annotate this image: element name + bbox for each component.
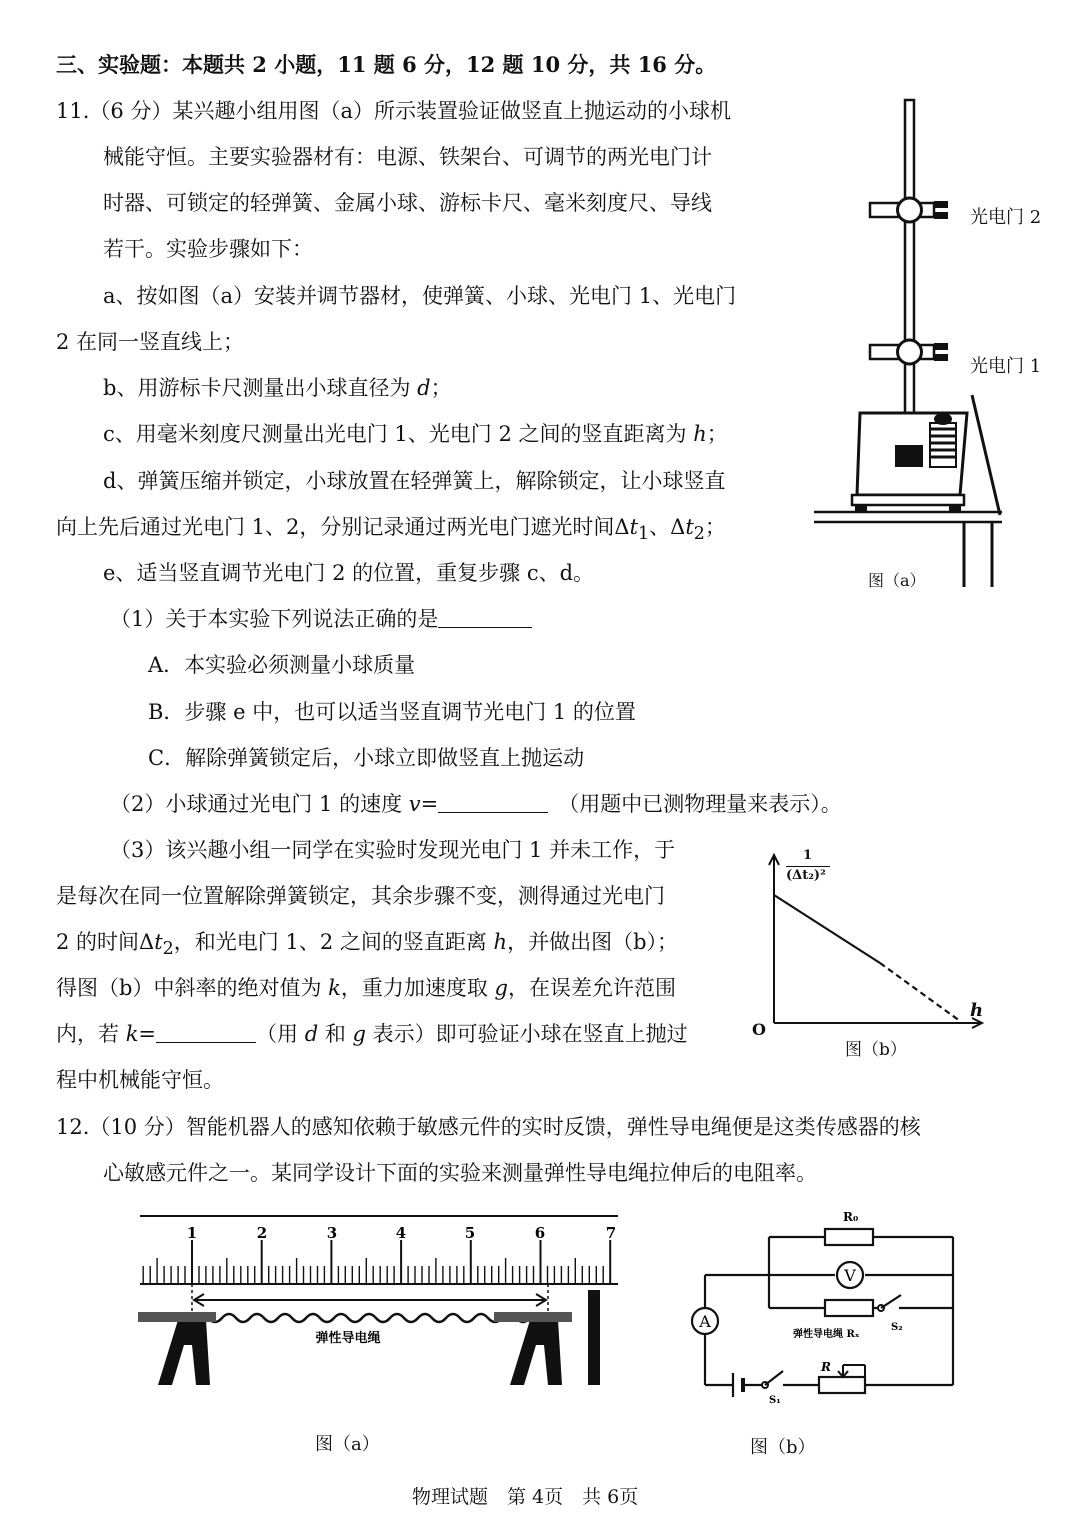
q11-step-c: c、用毫米刻度尺测量出光电门 1、光电门 2 之间的竖直距离为 h；: [103, 422, 728, 446]
q11-step-b: b、用游标卡尺测量出小球直径为 d；: [103, 376, 452, 400]
q12-figure-a-ruler: [138, 1210, 628, 1395]
q12-line-1: 12.（10 分）智能机器人的感知依赖于敏感元件的实时反馈，弹性导电绳便是这类传感器的核: [56, 1115, 921, 1139]
q12-figure-a-caption: 图（a）: [315, 1434, 380, 1455]
q11-part3-line-1: （3）该兴趣小组一同学在实验时发现光电门 1 并未工作，于: [110, 838, 676, 862]
ruler-number: 2: [256, 1224, 268, 1242]
s1-label: S₁: [769, 1395, 781, 1406]
switch-s2: [881, 1295, 901, 1308]
q11-part3-line-3: 2 的时间$\Delta t_2$，和光电门 1、2 之间的竖直距离 h，并做出图（b）；: [56, 930, 679, 960]
answer-blank-1[interactable]: [438, 605, 532, 628]
graph-y-numerator: 1: [803, 848, 813, 863]
graph-x-label: h: [970, 1000, 984, 1021]
q11-line-2: 械能守恒。主要实验器材有：电源、铁架台、可调节的两光电门计: [103, 145, 712, 169]
q11-step-e: e、适当竖直调节光电门 2 的位置，重复步骤 c、d。: [103, 561, 595, 585]
answer-blank-2[interactable]: [438, 790, 548, 813]
q11-line-1: 11.（6 分）某兴趣小组用图（a）所示装置验证做竖直上抛运动的小球机: [56, 99, 731, 123]
q12-number: 12.: [56, 1115, 90, 1139]
resistor-rx: [825, 1300, 873, 1316]
voltmeter-label: V: [844, 1266, 856, 1285]
q11-part3-line-2: 是每次在同一位置解除弹簧锁定，其余步骤不变，测得通过光电门: [56, 884, 665, 908]
graph-origin: O: [752, 1020, 766, 1039]
photogate-2: [870, 198, 948, 222]
right-clamp-stand: [510, 1320, 562, 1385]
q11-option-b: B．步骤 e 中，也可以适当竖直调节光电门 1 的位置: [148, 700, 636, 724]
rheostat-r: [819, 1377, 865, 1393]
ruler-number: 5: [464, 1224, 476, 1242]
q12-score: （10 分）: [89, 1115, 186, 1139]
q11-option-a: A．本实验必须测量小球质量: [148, 653, 416, 677]
q11-line-3: 时器、可锁定的轻弹簧、金属小球、游标卡尺、毫米刻度尺、导线: [103, 191, 712, 215]
page-footer: 物理试题 第 4页 共 6页: [412, 1486, 639, 1508]
ruler-ticks: [143, 1240, 610, 1284]
q11-score: （6 分）: [89, 99, 173, 123]
stand-rod: [905, 100, 914, 460]
photogate-1: [870, 340, 948, 364]
q11-figure-a-apparatus: [812, 95, 1062, 595]
resistor-r0: [825, 1229, 873, 1245]
ruler-number: 7: [605, 1224, 617, 1242]
ruler-number: 3: [326, 1224, 338, 1242]
q12-figure-b-caption: 图（b）: [750, 1437, 816, 1458]
q11-step-a-2: 2 在同一竖直线上；: [56, 330, 245, 354]
section-heading: 三、实验题：本题共 2 小题，11 题 6 分，12 题 10 分，共 16 分。: [56, 52, 717, 77]
ruler-number: 4: [395, 1224, 407, 1242]
table-edge: [972, 395, 1000, 515]
left-clamp-stand: [158, 1320, 210, 1385]
q11-line-4: 若干。实验步骤如下：: [103, 237, 313, 261]
ruler-number: 1: [186, 1224, 198, 1242]
graph-line-solid: [774, 895, 880, 963]
q11-part3-line-6: 程中机械能守恒。: [56, 1068, 224, 1092]
rx-label: 弹性导电绳 Rₓ: [793, 1329, 860, 1340]
q11-part3-line-5: 内，若 k= （用 d 和 g 表示）即可验证小球在竖直上抛过: [56, 1022, 688, 1046]
q11-figure-b-caption: 图（b）: [845, 1040, 907, 1060]
rope-label: 弹性导电绳: [315, 1331, 381, 1346]
q12-line-2: 心敏感元件之一。某同学设计下面的实验来测量弹性导电绳拉伸后的电阻率。: [103, 1161, 817, 1185]
q11-number: 11.: [56, 99, 90, 123]
ruler-labels: [187, 1224, 616, 1242]
switch-s1: [765, 1371, 783, 1385]
q12-figure-b-circuit: [685, 1205, 975, 1410]
q11-option-c: C．解除弹簧锁定后，小球立即做竖直上抛运动: [148, 746, 585, 770]
graph-line-dashed: [880, 963, 960, 1021]
q11-part3-line-4: 得图（b）中斜率的绝对值为 k，重力加速度取 g，在误差允许范围: [56, 976, 676, 1000]
photogate-1-label: 光电门 1: [970, 356, 1042, 377]
q11-part1-stem: （1）关于本实验下列说法正确的是: [110, 604, 532, 634]
q11-part2: （2）小球通过光电门 1 的速度 v= （用题中已测物理量来表示）。: [110, 792, 842, 816]
r0-label: R₀: [843, 1210, 859, 1224]
ruler-number: 6: [534, 1224, 546, 1242]
photogate-2-label: 光电门 2: [970, 207, 1042, 228]
q11-step-d-1: d、弹簧压缩并锁定，小球放置在轻弹簧上，解除锁定，让小球竖直: [103, 469, 726, 493]
q11-step-a-1: a、按如图（a）安装并调节器材，使弹簧、小球、光电门 1、光电门: [103, 284, 737, 308]
ammeter-label: A: [699, 1312, 711, 1331]
answer-blank-3[interactable]: [156, 1020, 256, 1043]
s2-label: S₂: [891, 1322, 903, 1333]
q11-step-d-2: 向上先后通过光电门 1、2，分别记录通过两光电门遮光时间$\Delta t_1$、$\Delta t_2$；: [56, 515, 726, 545]
q11-figure-a-caption: 图（a）: [868, 571, 926, 590]
graph-y-denominator: (Δt₂)²: [786, 868, 826, 883]
r-label: R: [821, 1360, 831, 1374]
